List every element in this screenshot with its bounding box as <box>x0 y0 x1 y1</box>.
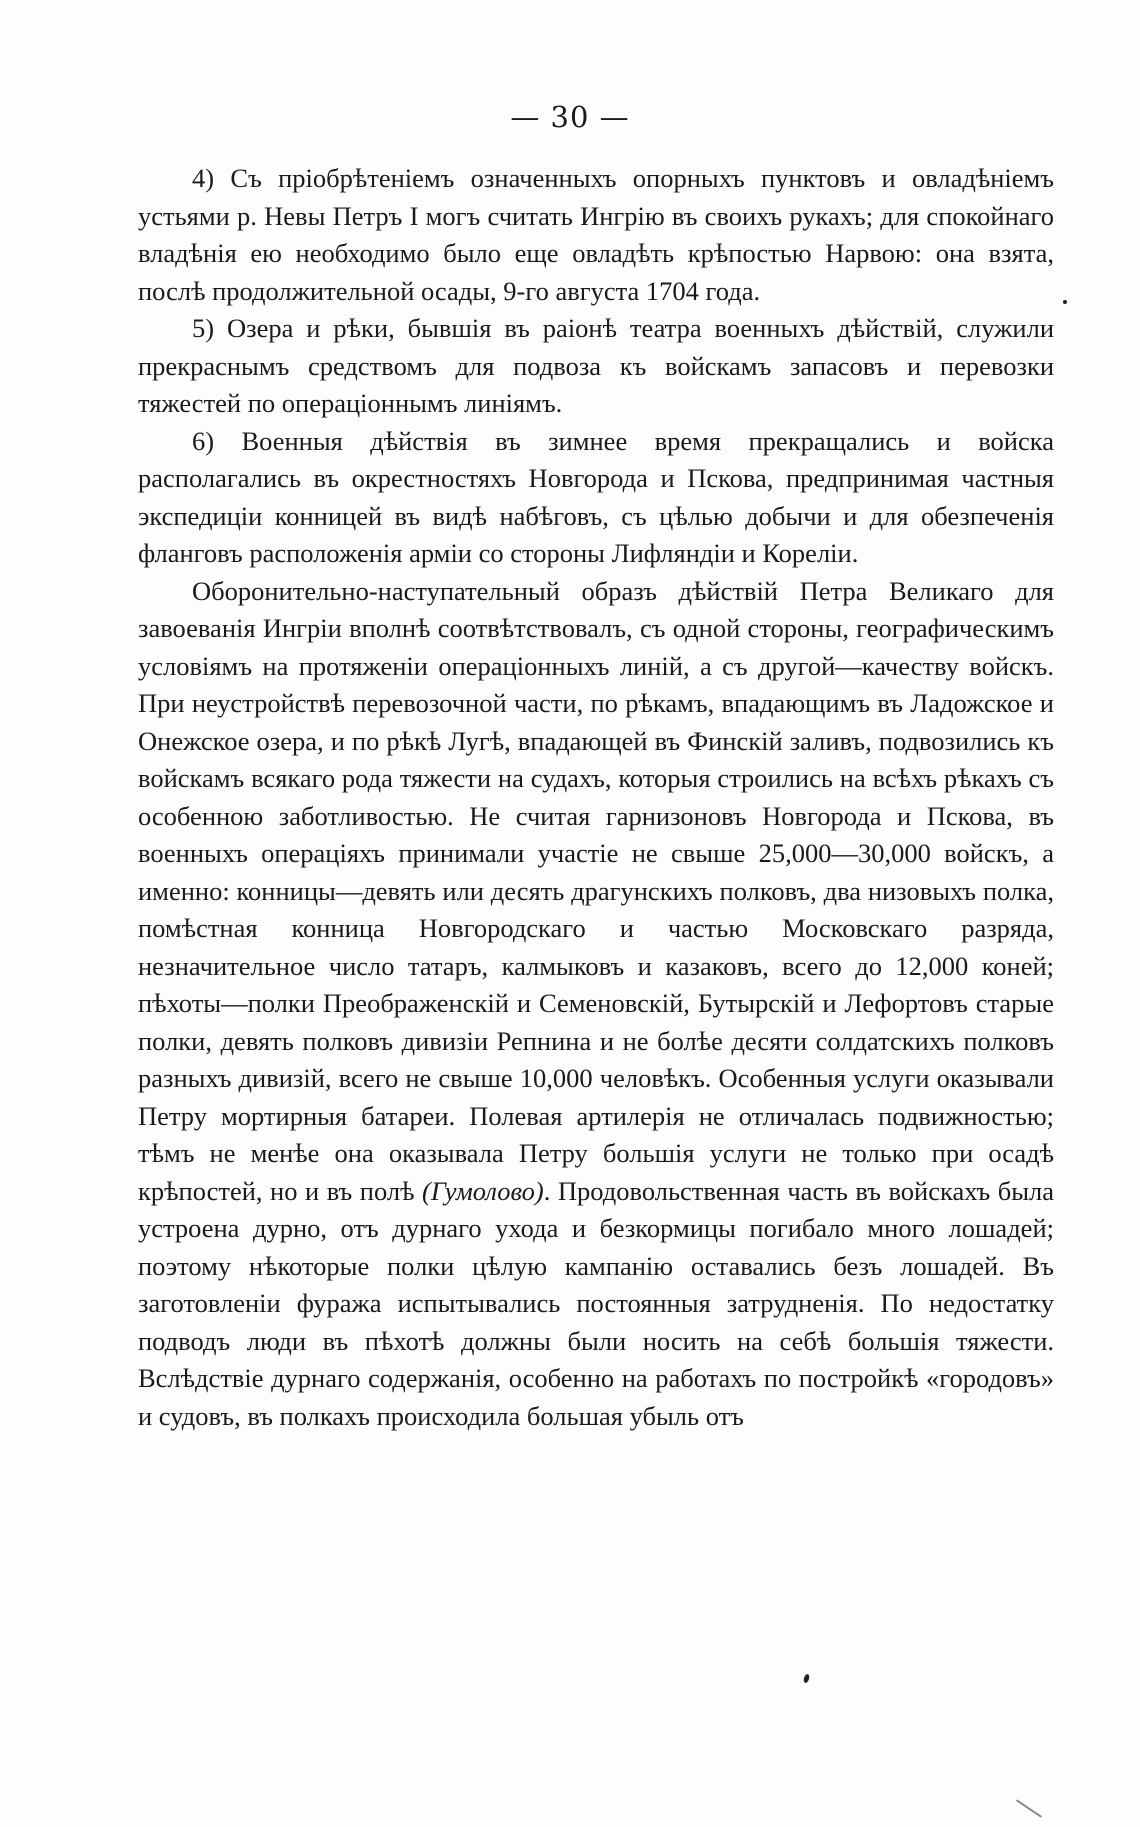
page-number: — 30 — <box>510 100 630 134</box>
paragraph-text: Оборонительно-наступательный образъ дѣйствій Петра Великаго для завоеванія Ингріи вполнѣ соотвѣтствовалъ, съ одной стороны, географическимъ условіямъ на протяженіи операціонныхъ линій, а съ другой—качеству войскъ. При неустройствѣ перевозочной части, по рѣкамъ, впадающимъ въ Ладожское и Онежское озера, и по рѣкѣ Лугѣ, впадающей въ Финскій заливъ, подвозились къ войскамъ всякаго рода тяжести на судахъ, которыя строились на всѣхъ рѣкахъ съ особенною заботливостью. Не считая гарнизоновъ Новгорода и Пскова, въ военныхъ операціяхъ принимали участіе не свыше 25,000—30,000 войскъ, а именно: конницы—девять или десять драгунскихъ полковъ, два низовыхъ полка, помѣстная конница Новгородскаго и частью Московскаго разряда, незначительное число татаръ, калмыковъ и казаковъ, всего до 12,000 коней; пѣхоты—полки Преображенскій и Семеновскій, Бутырскій и Лефортовъ старые полки, девять полковъ дивизіи Репнина и не болѣе десяти солдатскихъ полковъ разныхъ дивизій, всего не свыше 10,000 человѣкъ. Особенныя услуги оказывали Петру мортирныя батареи. Полевая артилерія не отличалась подвижностью; тѣмъ не менѣе она оказывала Петру большія услуги не только при осадѣ крѣпостей, но и въ полѣ <box>138 575 1054 1206</box>
ink-speck <box>803 1673 811 1683</box>
paragraph-text: 6) Военныя дѣйствія въ зимнее время прекращались и войска располагались въ окрестностяхъ Новгорода и Пскова, предпринимая частныя экспедиціи конницей въ видѣ набѣговъ, съ цѣлью добычи и для обезпеченія фланговъ расположенія арміи со стороны Лифляндіи и Кореліи. <box>138 425 1054 568</box>
corner-pencil-mark <box>1016 1778 1057 1818</box>
italic-place-name: (Гумолово) <box>422 1175 544 1206</box>
paragraph-conclusion <box>138 573 1054 1436</box>
paragraph-text: 4) Съ пріобрѣтеніемъ означенныхъ опорныхъ пунктовъ и овладѣніемъ устьями р. Невы Петръ I могъ считать Ингрію въ своихъ рукахъ; для спокойнаго владѣнія ею необходимо было еще овладѣть крѣпостью Нарвою: она взята, послѣ продолжительной осады, 9-го августа 1704 года. <box>138 163 1054 306</box>
ink-speck <box>1063 300 1067 304</box>
paragraph-point-6 <box>138 423 1054 573</box>
paragraph-point-4 <box>138 160 1054 310</box>
body-text <box>138 160 1054 1435</box>
paragraph-text: 5) Озера и рѣки, бывшія въ раіонѣ театра военныхъ дѣйствій, служили прекраснымъ средствомъ для подвоза къ войскамъ запасовъ и перевозки тяжестей по операціоннымъ линіямъ. <box>138 313 1054 418</box>
paragraph-point-5 <box>138 310 1054 423</box>
paragraph-text: . Продовольственная часть въ войскахъ была устроена дурно, отъ дурнаго ухода и безкормицы погибало много лошадей; поэтому нѣкоторые полки цѣлую кампанію оставались безъ лошадей. Въ заготовленіи фуража испытывались постоянныя затрудненія. По недостатку подводъ люди въ пѣхотѣ должны были носить на себѣ большія тяжести. Вслѣдствіе дурнаго содержанія, особенно на работахъ по постройкѣ «городовъ» и судовъ, въ полкахъ происходила большая убыль отъ <box>138 1175 1054 1431</box>
